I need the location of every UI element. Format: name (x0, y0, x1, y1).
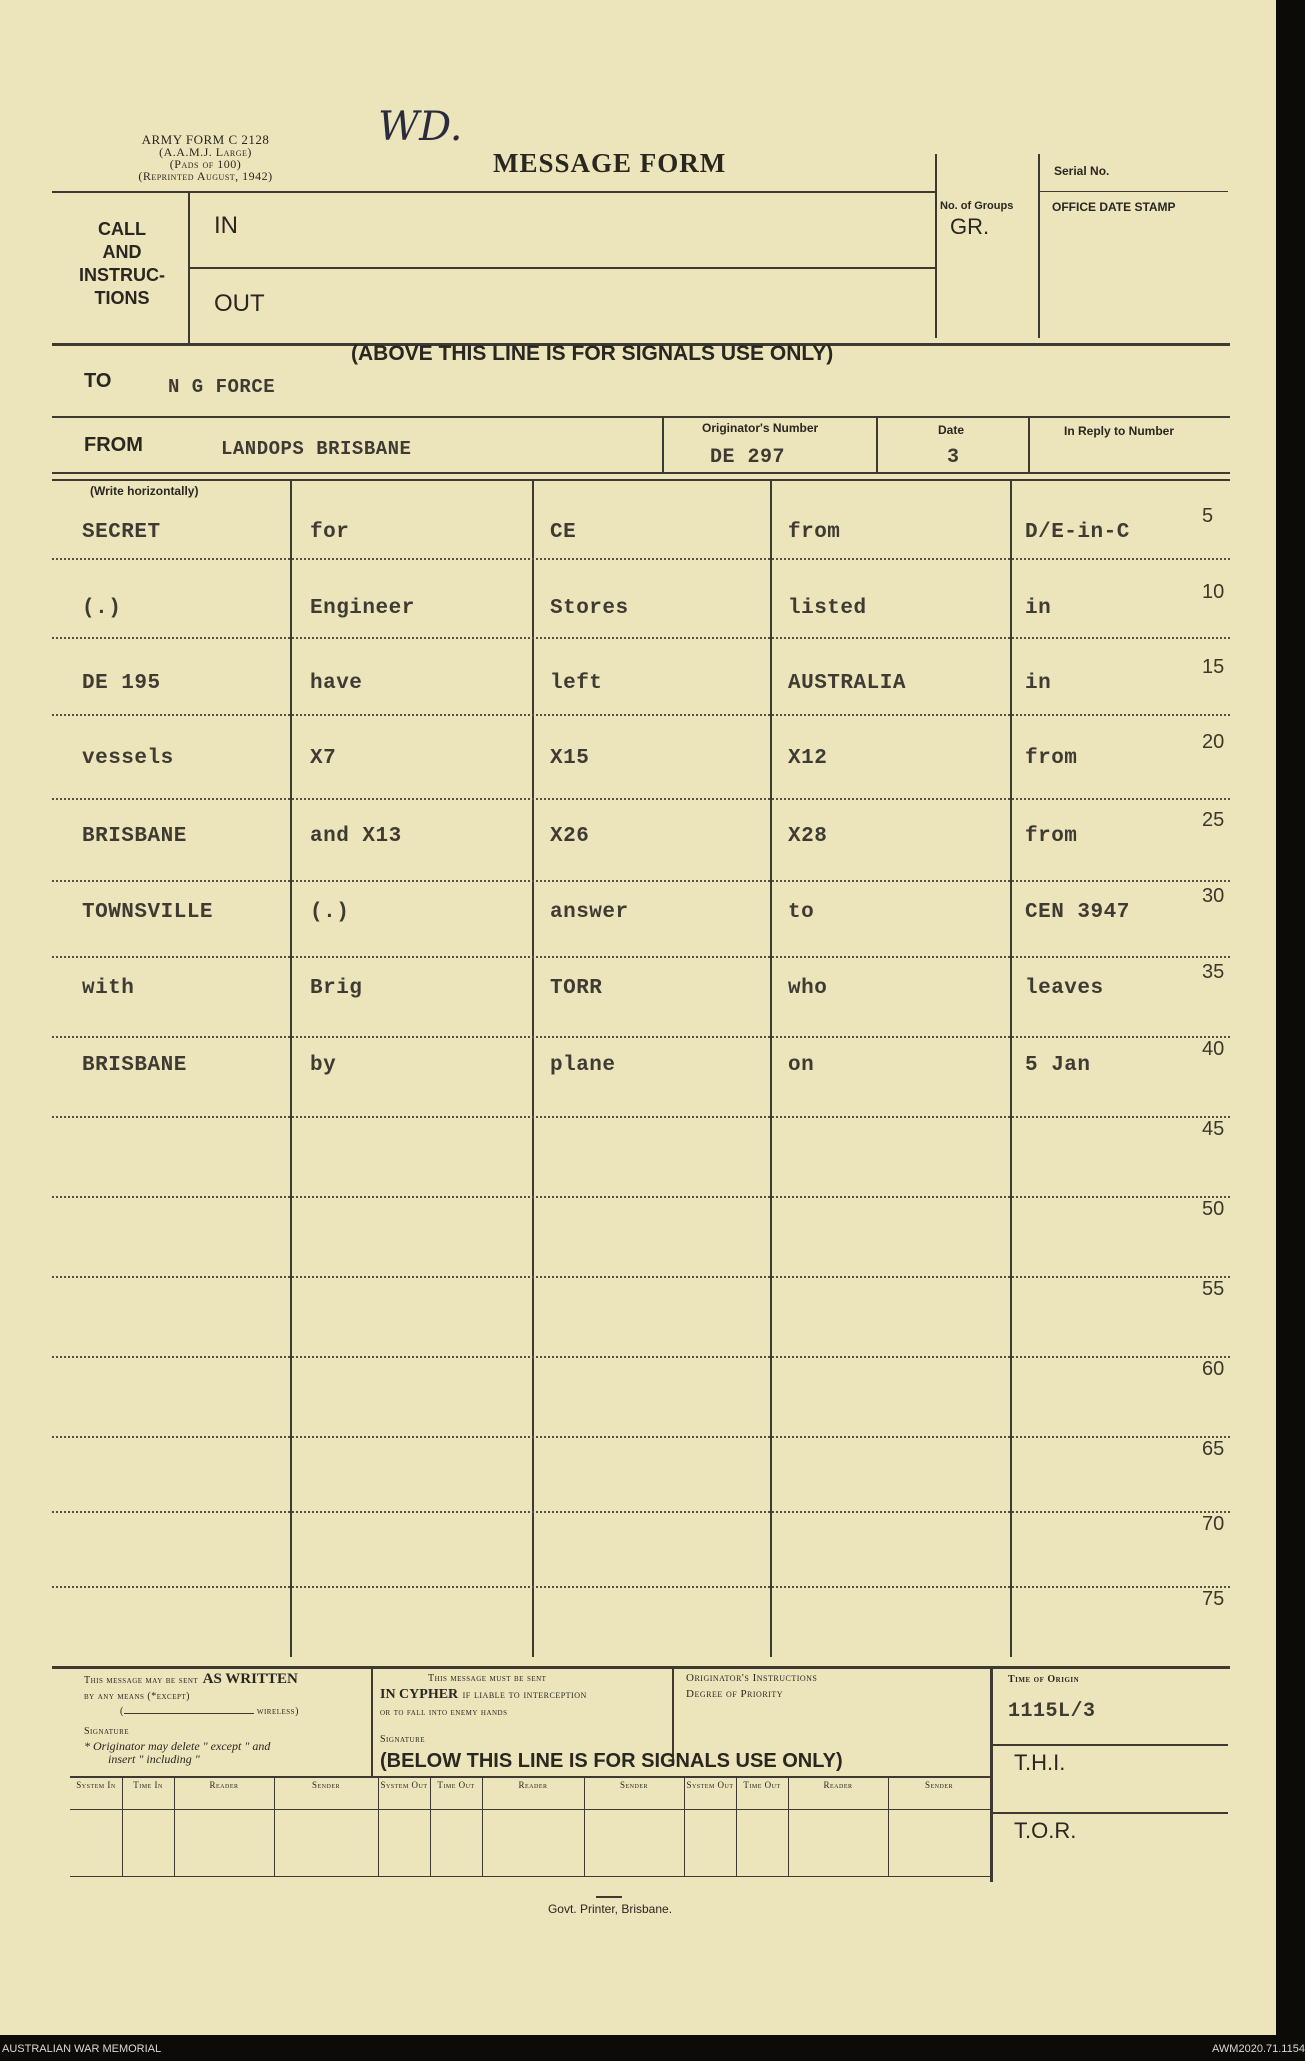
word-count-marker: 15 (1202, 656, 1225, 678)
row-rule (52, 798, 1230, 800)
message-word: (.) (310, 901, 350, 924)
message-word: X12 (788, 747, 828, 770)
call-label-line: TIONS (94, 288, 150, 308)
signals-column-header: Time Out (437, 1780, 475, 1790)
word-count-marker: 10 (1202, 581, 1225, 603)
signals-column-rule (684, 1776, 685, 1876)
office-date-stamp-label: OFFICE DATE STAMP (1052, 200, 1176, 214)
message-word: who (788, 977, 828, 1000)
time-of-origin-value: 1115L/3 (1008, 1700, 1096, 1723)
wireless-line: ( wireless) (120, 1706, 299, 1717)
cypher-post-text: if liable to interception (462, 1689, 587, 1701)
delete-note-line: insert " including " (108, 1752, 200, 1766)
row-rule (52, 956, 1230, 958)
cypher-pre-text: This message must be sent (428, 1673, 547, 1684)
word-count-marker: 60 (1202, 1358, 1225, 1380)
signals-column-rule (584, 1776, 585, 1876)
originator-number-label: Originator's Number (702, 421, 819, 435)
word-count-marker: 25 (1202, 809, 1225, 831)
word-count-marker: 45 (1202, 1118, 1225, 1140)
handwritten-mark: WD. (378, 104, 463, 150)
originator-number-value: DE 297 (710, 446, 786, 469)
form-reprinted-text: (Reprinted August, 1942) (138, 169, 273, 183)
signature-label-1: Signature (84, 1726, 130, 1737)
any-means-text: by any means (*except) (84, 1691, 190, 1702)
wireless-text: wireless) (256, 1706, 299, 1717)
message-word: from (788, 521, 841, 544)
signals-column-rule (274, 1776, 275, 1876)
signals-use-above-line: (ABOVE THIS LINE IS FOR SIGNALS USE ONLY) (351, 342, 834, 365)
message-word: for (310, 521, 350, 544)
to-value: N G FORCE (168, 376, 276, 398)
footer-reference: AWM2020.71.1154 (1212, 2043, 1305, 2055)
message-word: in (1025, 672, 1052, 695)
message-word: CEN 3947 (1025, 901, 1130, 924)
time-of-origin-label: Time of Origin (1008, 1674, 1080, 1685)
delete-note-line: * Originator may delete " except " and (84, 1739, 271, 1753)
message-word: X26 (550, 825, 590, 848)
call-label-line: AND (102, 242, 142, 262)
date-label: Date (938, 423, 965, 437)
cypher-text: IN CYPHER (380, 1687, 459, 1702)
word-count-marker: 40 (1202, 1038, 1225, 1060)
row-rule (52, 1116, 1230, 1118)
row-rule (52, 637, 1230, 639)
reply-number-label: In Reply to Number (1064, 424, 1175, 438)
message-word: from (1025, 747, 1078, 770)
message-word: X7 (310, 747, 337, 770)
word-count-marker: 55 (1202, 1278, 1225, 1300)
message-word: BRISBANE (82, 1054, 187, 1077)
priority-label: Degree of Priority (686, 1688, 784, 1700)
message-word: answer (550, 901, 629, 924)
signals-column-rule (736, 1776, 737, 1876)
cypher-block (380, 1686, 587, 1720)
signature-label-2: Signature (380, 1734, 426, 1745)
message-word: in (1025, 597, 1052, 620)
signals-column-header: Reader (209, 1780, 239, 1790)
from-label: FROM (84, 434, 143, 456)
signals-column-header: System Out (686, 1780, 734, 1790)
message-word: with (82, 977, 135, 1000)
archive-footer (0, 2040, 1305, 2061)
message-word: X28 (788, 825, 828, 848)
serial-label: Serial No. (1054, 164, 1110, 178)
message-word: 5 Jan (1025, 1054, 1091, 1077)
call-label-line: INSTRUC- (79, 265, 165, 285)
message-word: have (310, 672, 363, 695)
signals-column-rule (482, 1776, 483, 1876)
write-horizontally-note: (Write horizontally) (90, 484, 199, 498)
word-count-marker: 65 (1202, 1438, 1225, 1460)
signals-column-header: Reader (823, 1780, 853, 1790)
word-count-marker: 30 (1202, 885, 1225, 907)
row-rule (52, 558, 1230, 560)
word-count-marker: 35 (1202, 961, 1225, 983)
message-word: on (788, 1054, 815, 1077)
signals-column-header: Reader (518, 1780, 548, 1790)
signals-column-rule (122, 1776, 123, 1876)
row-rule (52, 1276, 1230, 1278)
form-title: MESSAGE FORM (493, 148, 727, 178)
message-word: from (1025, 825, 1078, 848)
row-rule (52, 1436, 1230, 1438)
signals-column-header: Sender (924, 1780, 953, 1790)
message-word: SECRET (82, 521, 161, 544)
message-word: TOWNSVILLE (82, 901, 214, 924)
form-variant-text: (A.A.M.J. Large) (159, 145, 252, 159)
message-word: vessels (82, 747, 174, 770)
signals-column-rule (430, 1776, 431, 1876)
signals-column-header: Time In (133, 1780, 163, 1790)
message-word: DE 195 (82, 672, 161, 695)
cypher-post2-text: or to fall into enemy hands (380, 1707, 508, 1718)
signals-column-header: Time Out (743, 1780, 781, 1790)
message-word: AUSTRALIA (788, 672, 906, 695)
word-count-marker: 50 (1202, 1198, 1225, 1220)
from-value: LANDOPS BRISBANE (221, 438, 412, 460)
message-word: and X13 (310, 825, 402, 848)
as-written-block (84, 1672, 374, 1704)
message-word: X15 (550, 747, 590, 770)
out-label: OUT (214, 290, 265, 317)
groups-label: No. of Groups (940, 200, 1014, 212)
row-rule (52, 1356, 1230, 1358)
message-word: by (310, 1054, 337, 1077)
message-word: plane (550, 1054, 616, 1077)
message-word: BRISBANE (82, 825, 187, 848)
signals-column-header: Sender (619, 1780, 648, 1790)
message-word: (.) (82, 597, 122, 620)
message-word: listed (788, 597, 867, 620)
to-label: TO (84, 370, 112, 392)
message-word: D/E-in-C (1025, 521, 1130, 544)
footer-institution: AUSTRALIAN WAR MEMORIAL (2, 2043, 162, 2055)
form-ref-text: ARMY FORM C 2128 (141, 132, 270, 147)
message-word: Brig (310, 977, 363, 1000)
row-rule (52, 1511, 1230, 1513)
groups-value: GR. (950, 214, 990, 239)
row-rule (52, 1196, 1230, 1198)
message-word: leaves (1025, 977, 1104, 1000)
signals-column-rule (788, 1776, 789, 1876)
message-word: left (550, 672, 603, 695)
in-label: IN (214, 212, 238, 239)
tor-label: T.O.R. (1014, 1818, 1077, 1843)
word-count-marker: 5 (1202, 505, 1214, 527)
word-count-marker: 70 (1202, 1513, 1225, 1535)
as-written-pre: This message may be sent (84, 1675, 199, 1686)
message-word: to (788, 901, 815, 924)
row-rule (52, 880, 1230, 882)
signals-column-header: System Out (380, 1780, 428, 1790)
signals-column-rule (378, 1776, 379, 1876)
signals-column-header: Sender (311, 1780, 340, 1790)
signals-column-header: System In (76, 1780, 116, 1790)
scan-border (1276, 0, 1305, 2035)
signals-column-rule (888, 1776, 889, 1876)
form-pads-text: (Pads of 100) (169, 157, 242, 171)
call-label-line: CALL (98, 219, 146, 239)
message-word: TORR (550, 977, 603, 1000)
word-count-marker: 20 (1202, 731, 1225, 753)
row-rule (52, 714, 1230, 716)
call-instructions-label (62, 218, 182, 310)
thi-label: T.H.I. (1014, 1750, 1066, 1775)
signals-use-below-line: (BELOW THIS LINE IS FOR SIGNALS USE ONLY) (380, 1750, 843, 1772)
form-reference (118, 134, 293, 182)
signals-column-rule (174, 1776, 175, 1876)
message-word: Engineer (310, 597, 415, 620)
row-rule (52, 1586, 1230, 1588)
message-word: Stores (550, 597, 629, 620)
printer-credit: Govt. Printer, Brisbane. (547, 1902, 673, 1916)
as-written-text: AS WRITTEN (202, 1671, 298, 1687)
delete-note (84, 1740, 270, 1766)
row-rule (52, 1036, 1230, 1038)
word-count-marker: 75 (1202, 1588, 1225, 1610)
message-word: CE (550, 521, 577, 544)
date-value: 3 (947, 446, 960, 469)
originator-instructions-label: Originator's Instructions (686, 1672, 818, 1684)
